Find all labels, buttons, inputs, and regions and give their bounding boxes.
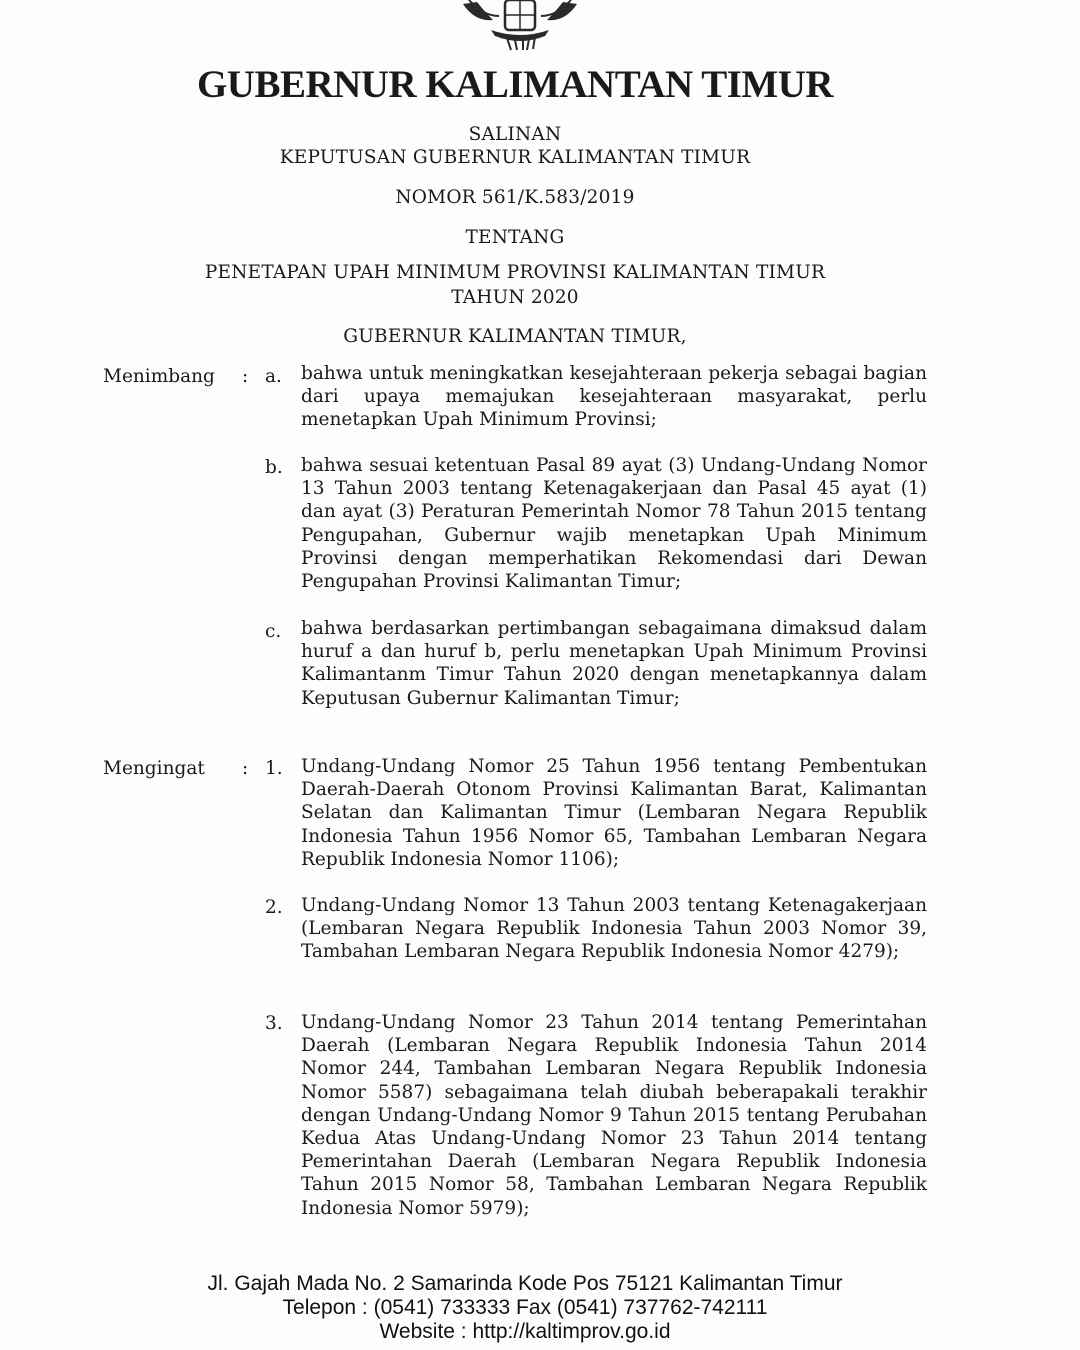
- decree-number: NOMOR 561/K.583/2019: [395, 187, 635, 208]
- list-marker: a.: [265, 366, 282, 387]
- mengingat-label: Mengingat: [103, 758, 205, 779]
- decree-title-line2: TAHUN 2020: [451, 287, 579, 308]
- menimbang-item-c: bahwa berdasarkan pertimbangan sebagaimana dimaksud dalam huruf a dan huruf b, perlu menetapkan Upah Minimum Provinsi Kalimantanm Timur Tahun 2020 dengan menetapkannya dalam Keputusan Gubernur Kalimantan Timur;: [301, 618, 927, 709]
- mengingat-item-1: Undang-Undang Nomor 25 Tahun 1956 tentang Pembentukan Daerah-Daerah Otonom Provinsi Kalimantan Barat, Kalimantan Selatan dan Kalimantan Timur (Lembaran Negara Republik Indonesia Tahun 1956 Nomor 65, Tambahan Lembaran Negara Republik Indonesia Nomor 1106);: [301, 756, 927, 870]
- mengingat-item-2: Undang-Undang Nomor 13 Tahun 2003 tentang Ketenagakerjaan (Lembaran Negara Republik Indonesia Tahun 2003 Nomor 39, Tambahan Lembaran Negara Republik Indonesia Nomor 4279);: [301, 895, 927, 963]
- list-marker: b.: [265, 457, 283, 478]
- about-label: TENTANG: [465, 227, 565, 248]
- footer-website: Website : http://kaltimprov.go.id: [379, 1320, 671, 1343]
- decree-title-line1: PENETAPAN UPAH MINIMUM PROVINSI KALIMANTAN TIMUR: [204, 262, 826, 283]
- mengingat-item-3: Undang-Undang Nomor 23 Tahun 2014 tentang Pemerintahan Daerah (Lembaran Negara Republik Indonesia Tahun 2014 Nomor 244, Tambahan Lembaran Negara Republik Indonesia Nomor 5587) sebagaimana telah diubah beberapakali terakhir dengan Undang-Undang Nomor 9 Tahun 2015 tentang Perubahan Kedua Atas Undang-Undang Nomor 23 Tahun 2014 tentang Pemerintahan Daerah (Lembaran Negara Republik Indonesia Tahun 2015 Nomor 58, Tambahan Lembaran Negara Republik Indonesia Nomor 5979);: [301, 1012, 927, 1219]
- footer-phone: Telepon : (0541) 733333 Fax (0541) 737762-742111: [282, 1296, 768, 1319]
- governor-title: GUBERNUR KALIMANTAN TIMUR: [196, 63, 834, 106]
- footer-address: Jl. Gajah Mada No. 2 Samarinda Kode Pos 75121 Kalimantan Timur: [207, 1272, 843, 1295]
- list-marker: c.: [265, 621, 282, 642]
- garuda-emblem-icon: [455, 0, 585, 52]
- menimbang-item-b: bahwa sesuai ketentuan Pasal 89 ayat (3) Undang-Undang Nomor 13 Tahun 2003 tentang Ketenagakerjaan dan Pasal 45 ayat (1) dan ayat (3) Peraturan Pemerintah Nomor 78 Tahun 2015 tentang Pengupahan, Gubernur wajib menetapkan Upah Minimum Provinsi dengan memperhatikan Rekomendasi dari Dewan Pengupahan Provinsi Kalimantan Timur;: [301, 455, 927, 593]
- issuer-line: GUBERNUR KALIMANTAN TIMUR,: [343, 326, 687, 347]
- copy-label: SALINAN: [468, 124, 562, 145]
- menimbang-colon: :: [242, 366, 249, 387]
- mengingat-colon: :: [242, 758, 249, 779]
- list-marker: 2.: [265, 897, 283, 918]
- decree-heading: KEPUTUSAN GUBERNUR KALIMANTAN TIMUR: [279, 147, 751, 168]
- list-marker: 1.: [265, 758, 283, 779]
- menimbang-item-a: bahwa untuk meningkatkan kesejahteraan pekerja sebagai bagian dari upaya memajukan kesejahteraan masyarakat, perlu menetapkan Upah Minimum Provinsi;: [301, 363, 927, 431]
- menimbang-label: Menimbang: [103, 366, 215, 387]
- list-marker: 3.: [265, 1013, 283, 1034]
